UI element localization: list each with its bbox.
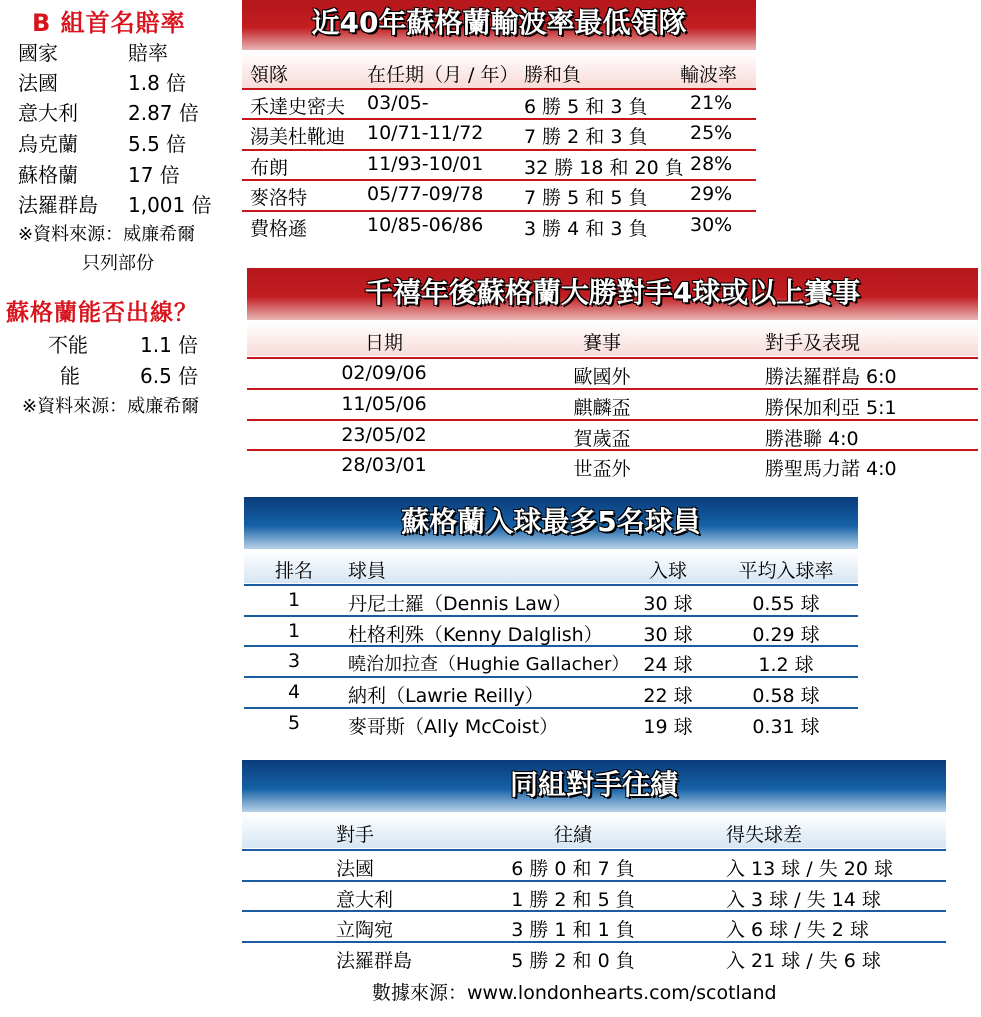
odds-note: 只列部份: [82, 253, 154, 274]
header-goals: 入球: [648, 560, 688, 582]
scorer-average: 0.29 球: [752, 624, 820, 646]
opponent-team: 立陶宛: [336, 919, 394, 941]
manager-name: 布朗: [250, 157, 289, 179]
header-record: 往績: [553, 824, 593, 846]
scorer-rank: 5: [287, 712, 301, 734]
managers-header: [242, 52, 756, 88]
odds-value: 2.87 倍: [128, 101, 199, 125]
scorer-player: 納利（Lawrie Reilly）: [348, 685, 544, 707]
opponent-team: 法國: [336, 858, 375, 880]
match-result: 勝聖馬力諾 4:0: [765, 458, 897, 480]
scorer-average: 0.55 球: [752, 593, 820, 615]
opponent-goals: 入 6 球 / 失 2 球: [726, 919, 869, 941]
match-result: 勝法羅群島 6:0: [765, 366, 897, 388]
manager-rate: 30%: [690, 214, 733, 236]
data-source: 數據來源：www.londonhearts.com/scotland: [372, 982, 777, 1004]
scorer-goals: 19 球: [643, 716, 693, 738]
odds-value: 5.5 倍: [128, 132, 187, 156]
header-result: 對手及表現: [765, 332, 861, 354]
header-competition: 賽事: [582, 332, 622, 354]
table-row: [242, 882, 946, 911]
manager-tenure: 11/93-10/01: [367, 153, 484, 175]
scorer-player: 麥哥斯（Ally McCoist）: [348, 716, 559, 738]
table-row: [244, 678, 858, 707]
match-competition: 麒麟盃: [573, 397, 631, 419]
qualify-option: 不能: [48, 333, 88, 357]
table-row: [244, 617, 858, 646]
table-row: [244, 709, 858, 738]
scorers-header: [244, 551, 858, 583]
header-average: 平均入球率: [738, 560, 834, 582]
header-rank: 排名: [274, 560, 314, 582]
table-row: [242, 181, 756, 209]
table-row: [242, 943, 946, 972]
qualify-source: ※資料來源：威廉希爾: [22, 396, 200, 417]
manager-tenure: 03/05-: [367, 92, 429, 114]
manager-record: 6 勝 5 和 3 負: [524, 96, 648, 118]
header-player: 球員: [348, 560, 387, 582]
scorer-average: 0.31 球: [752, 716, 820, 738]
scorer-average: 1.2 球: [758, 654, 814, 676]
manager-tenure: 05/77-09/78: [367, 183, 484, 205]
table-row: [242, 151, 756, 179]
qualify-odds: 6.5 倍: [140, 364, 199, 388]
table-row: [242, 90, 756, 118]
header-record: 勝和負: [524, 64, 582, 86]
match-date: 28/03/01: [341, 454, 427, 476]
match-date: 11/05/06: [341, 393, 427, 415]
qualify-option: 能: [60, 364, 80, 388]
match-date: 02/09/06: [341, 362, 427, 384]
opponent-goals: 入 13 球 / 失 20 球: [726, 858, 893, 880]
opponents-title: 同組對手往績: [242, 760, 946, 812]
opponent-record: 6 勝 0 和 7 負: [511, 858, 635, 880]
manager-name: 麥洛特: [250, 187, 308, 209]
match-competition: 賀歲盃: [573, 428, 631, 450]
odds-header-team: 國家: [18, 41, 58, 65]
header-goal-diff: 得失球差: [726, 824, 803, 846]
manager-rate: 25%: [690, 122, 733, 144]
header-date: 日期: [364, 332, 404, 354]
header-manager: 領隊: [250, 64, 289, 86]
match-date: 23/05/02: [341, 424, 427, 446]
odds-team: 烏克蘭: [18, 132, 78, 156]
match-competition: 歐國外: [573, 366, 631, 388]
manager-record: 7 勝 2 和 3 負: [524, 126, 648, 148]
manager-tenure: 10/71-11/72: [367, 122, 484, 144]
scorer-goals: 22 球: [643, 685, 693, 707]
scorer-rank: 4: [287, 681, 301, 703]
odds-value: 1.8 倍: [128, 71, 187, 95]
bigwins-header: [247, 322, 978, 356]
table-row: [247, 390, 978, 419]
odds-value: 1,001 倍: [128, 193, 212, 217]
scorer-player: 丹尼士羅（Dennis Law）: [348, 593, 572, 615]
scorer-rank: 3: [287, 650, 301, 672]
manager-rate: 29%: [690, 183, 733, 205]
match-competition: 世盃外: [573, 458, 631, 480]
scorer-average: 0.58 球: [752, 685, 820, 707]
table-row: [242, 851, 946, 880]
scorers-title: 蘇格蘭入球最多5名球員: [244, 497, 858, 549]
match-result: 勝保加利亞 5:1: [765, 397, 897, 419]
odds-title: B 組首名賠率: [32, 9, 186, 37]
table-row: [244, 647, 858, 676]
scorer-rank: 1: [287, 620, 301, 642]
odds-team: 意大利: [18, 101, 78, 125]
manager-name: 禾達史密夫: [250, 96, 346, 118]
header-opponent: 對手: [336, 824, 375, 846]
manager-name: 費格遜: [250, 218, 308, 240]
table-row: [247, 451, 978, 480]
match-result: 勝港聯 4:0: [765, 428, 859, 450]
qualify-title: 蘇格蘭能否出線？: [6, 300, 198, 326]
manager-rate: 21%: [690, 92, 733, 114]
scorer-goals: 24 球: [643, 654, 693, 676]
manager-record: 7 勝 5 和 5 負: [524, 187, 648, 209]
manager-record: 3 勝 4 和 3 負: [524, 218, 648, 240]
odds-team: 蘇格蘭: [18, 163, 78, 187]
header-rate: 輸波率: [680, 64, 738, 86]
opponent-record: 5 勝 2 和 0 負: [511, 950, 635, 972]
scorer-player: 杜格利殊（Kenny Dalglish）: [348, 624, 603, 646]
bigwins-title: 千禧年後蘇格蘭大勝對手4球或以上賽事: [247, 268, 978, 320]
opponent-goals: 入 3 球 / 失 14 球: [726, 889, 881, 911]
opponent-goals: 入 21 球 / 失 6 球: [726, 950, 881, 972]
manager-rate: 28%: [690, 153, 733, 175]
table-row: [242, 212, 756, 240]
odds-team: 法國: [18, 71, 58, 95]
opponent-record: 3 勝 1 和 1 負: [511, 919, 635, 941]
odds-source: ※資料來源：威廉希爾: [18, 224, 196, 245]
scorer-player: 曉治加拉查（Hughie Gallacher）: [348, 654, 630, 675]
table-row: [242, 912, 946, 941]
manager-name: 湯美杜靴迪: [250, 126, 346, 148]
opponent-team: 法羅群島: [336, 950, 413, 972]
manager-record: 32 勝 18 和 20 負: [524, 157, 684, 179]
odds-team: 法羅群島: [18, 193, 98, 217]
scorer-goals: 30 球: [643, 624, 693, 646]
qualify-odds: 1.1 倍: [140, 333, 199, 357]
opponents-header: [242, 814, 946, 848]
opponent-team: 意大利: [336, 889, 394, 911]
managers-title: 近40年蘇格蘭輸波率最低領隊: [242, 0, 756, 50]
table-row: [247, 421, 978, 450]
manager-tenure: 10/85-06/86: [367, 214, 484, 236]
table-row: [242, 120, 756, 148]
header-tenure: 在任期（月 / 年）: [367, 64, 519, 86]
odds-value: 17 倍: [128, 163, 180, 187]
scorer-goals: 30 球: [643, 593, 693, 615]
odds-header-odds: 賠率: [128, 41, 168, 65]
table-row: [244, 586, 858, 615]
opponent-record: 1 勝 2 和 5 負: [511, 889, 635, 911]
table-row: [247, 359, 978, 388]
scorer-rank: 1: [287, 589, 301, 611]
